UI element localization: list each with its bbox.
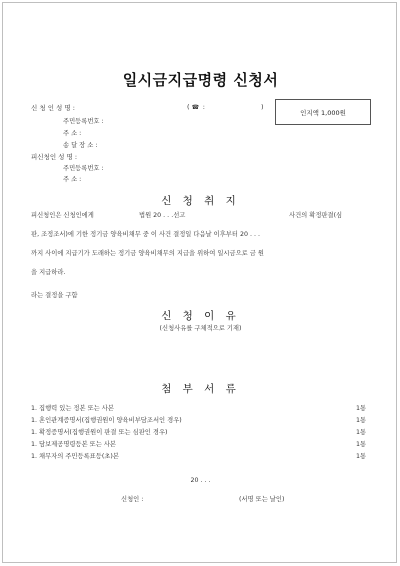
phone-open-paren: (	[187, 103, 190, 111]
attachment-item: 1. 확정증명서(집행권원이 판결 또는 심판인 경우)	[31, 429, 168, 436]
telephone-icon: ☎	[191, 104, 200, 111]
attachment-item: 1. 집행력 있는 정본 또는 사본	[31, 405, 114, 412]
document-title: 일시금지급명령 신청서	[122, 71, 279, 89]
applicant-delivery-label: 송 달 장 소 :	[63, 142, 98, 149]
purpose-heading: 신 청 취 지	[161, 195, 240, 207]
attachment-count: 1통	[356, 405, 367, 412]
reason-note: (신청사유를 구체적으로 기재)	[159, 325, 242, 332]
purpose-line-2: 판, 조정조서)에 기한 정기금 양육비채무 중 이 사건 결정일 다음날 이후부터 20 . . .	[31, 231, 260, 238]
signature-label: 신청인 :	[121, 496, 144, 503]
attachment-count: 1통	[356, 441, 367, 448]
applicant-id-label: 주민등록번호 :	[63, 118, 104, 125]
date-line: 20 . . .	[190, 477, 211, 484]
applicant-address-label: 주 소 :	[63, 130, 82, 137]
attachment-count: 1통	[356, 417, 367, 424]
phone-field: ( ☎ :	[187, 103, 205, 111]
document-page	[2, 2, 397, 563]
attachments-heading: 첨 부 서 류	[161, 383, 240, 395]
stamp-fee-box: 인지액 1,000원	[275, 99, 371, 125]
attachment-item: 1. 채무자의 주민등록표등(초)본	[31, 453, 119, 460]
attachment-count: 1통	[356, 429, 367, 436]
reason-heading: 신 청 이 유	[161, 310, 240, 322]
respondent-name-label: 피신청인 성 명 :	[31, 153, 78, 161]
purpose-line-3: 까지 사이에 지급기가 도래하는 정기금 양육비채무의 지급을 위하여 일시금으로 금 원	[31, 250, 264, 257]
applicant-name-label: 신 청 인 성 명 :	[31, 104, 75, 112]
attachment-item: 1. 혼인관계증명서(집행권원이 양육비부담조서인 경우)	[31, 417, 182, 424]
attachment-item: 1. 담보제공명령등본 또는 사본	[31, 441, 117, 448]
phone-close-paren: )	[261, 103, 264, 111]
purpose-line-4: 을 지급하라.	[31, 269, 66, 276]
purpose-line-1b: 법원 20 . . .선고	[139, 212, 186, 219]
purpose-line-1c: 사건의 확정판결(심	[289, 212, 343, 219]
purpose-line-5: 라는 결정을 구함	[31, 292, 78, 299]
purpose-line-1a: 피신청인은 신청인에게	[31, 212, 94, 219]
respondent-address-label: 주 소 :	[63, 176, 82, 183]
signature-note: (서명 또는 날인)	[239, 496, 285, 503]
respondent-id-label: 주민등록번호 :	[63, 165, 104, 172]
attachment-count: 1통	[356, 453, 367, 460]
